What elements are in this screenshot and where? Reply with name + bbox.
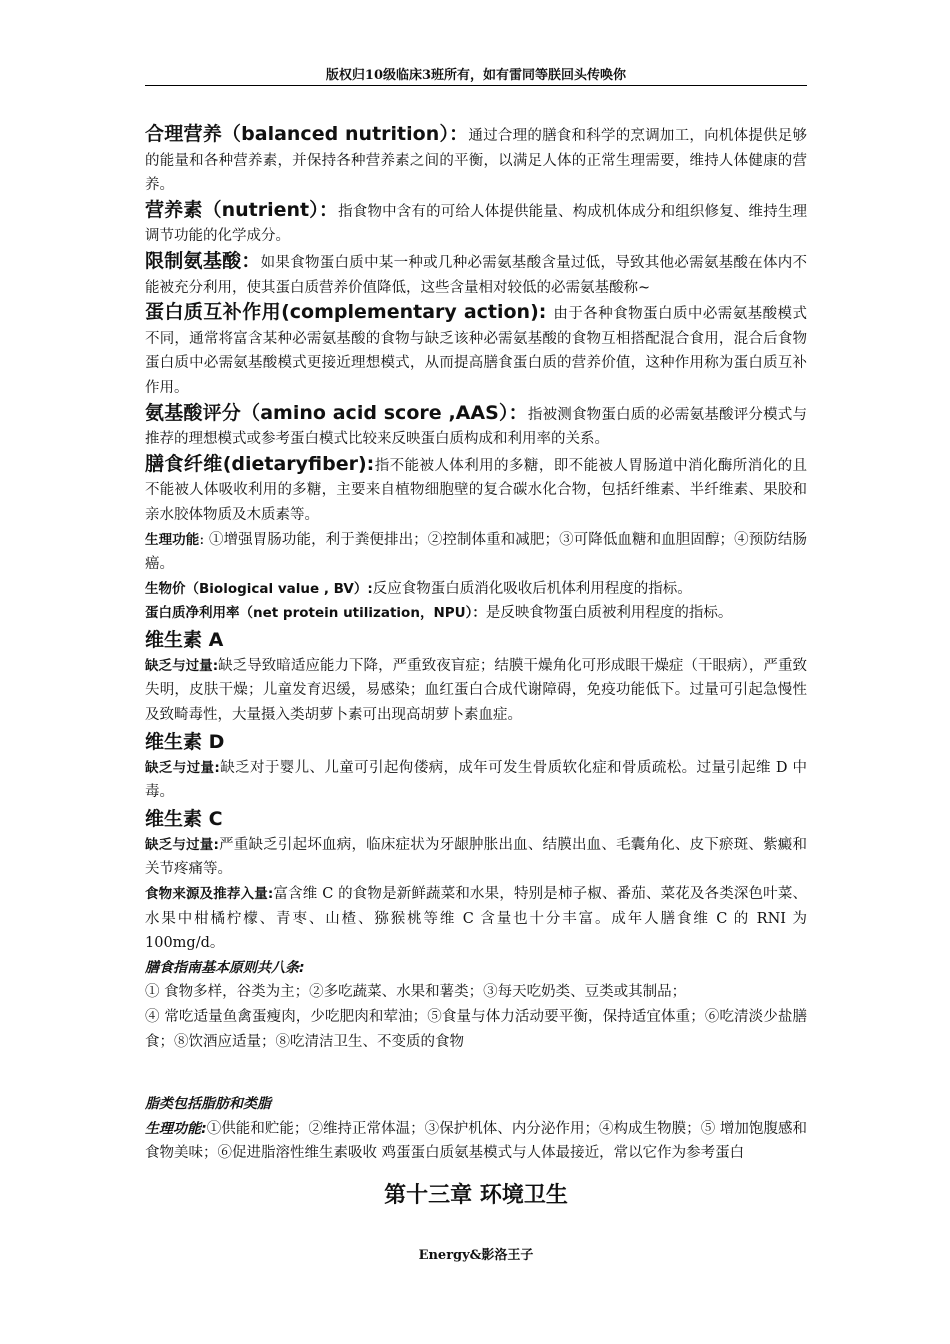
chapter-title: 第十三章 环境卫生 bbox=[384, 1183, 568, 1208]
main-content bbox=[145, 122, 807, 1166]
vitamin-a-label: 缺乏与过量: bbox=[145, 657, 219, 674]
vitamin-c-source-paragraph bbox=[145, 882, 807, 956]
definition-text: 通过合理的膳食和科学的烹调加工，向机体提供足够的能量和各种营养素，并保持各种营养素之间的平衡，以满足人体的正常生理需要，维持人体健康的营养。 bbox=[145, 128, 807, 194]
physiology-text: : ①增强胃肠功能，利于粪便排出；②控制体重和减肥；③可降低血糖和血胆固醇；④预防结肠癌。 bbox=[145, 531, 807, 573]
definition-paragraph bbox=[145, 452, 807, 528]
definition-paragraph bbox=[145, 122, 807, 198]
lipid-label: 生理功能: bbox=[145, 1120, 207, 1137]
lipid-title: 脂类包括脂肪和类脂 bbox=[145, 1096, 271, 1113]
definition-text: 由于各种食物蛋白质中必需氨基酸模式不同，通常将富含某种必需氨基酸的食物与缺乏该种必需氨基酸的食物互相搭配混合食用，混合后食物蛋白质中必需氨基酸模式更接近理想模式，从而提高膳食蛋白质的营养价值，这种作用称为蛋白质互补作用。 bbox=[145, 306, 808, 396]
guideline-line-1: ① 食物多样，谷类为主；②多吃蔬菜、水果和薯类；③每天吃奶类、豆类或其制品； bbox=[145, 984, 687, 1001]
npu-text: 是反映食物蛋白质被利用程度的指标。 bbox=[485, 605, 733, 622]
definition-text: 指不能被人体利用的多糖，即不能被人胃肠道中消化酶所消化的且不能被人体吸收利用的多糖，主要来自植物细胞壁的复合碳水化合物，包括纤维素、半纤维素、果胶和亲水胶体物质及木质素等。 bbox=[145, 457, 807, 523]
npu-paragraph bbox=[145, 601, 807, 626]
definition-term: 膳食纤维(dietaryfiber): bbox=[145, 452, 375, 475]
vitamin-c-heading: 维生素 C bbox=[145, 807, 223, 830]
header-divider bbox=[145, 85, 807, 86]
guideline-title: 膳食指南基本原则共八条: bbox=[145, 959, 305, 976]
definition-paragraph bbox=[145, 300, 807, 400]
vitamin-c-paragraph bbox=[145, 833, 807, 882]
vitamin-c-source-label: 食物来源及推荐入量: bbox=[145, 886, 274, 903]
physiology-label: 生理功能 bbox=[145, 531, 200, 548]
definition-term: 限制氨基酸： bbox=[145, 249, 261, 272]
definition-term: 合理营养（balanced nutrition）： bbox=[145, 123, 469, 145]
bv-label: 生物价（Biological value , BV）: bbox=[145, 580, 373, 597]
definition-paragraph bbox=[145, 198, 807, 249]
definition-text: 如果食物蛋白质中某一种或几种必需氨基酸含量过低，导致其他必需氨基酸在体内不能被充分利用，使其蛋白质营养价值降低，这些含量相对较低的必需氨基酸称~ bbox=[145, 254, 807, 296]
vitamin-c-label: 缺乏与过量: bbox=[145, 836, 219, 853]
spacer bbox=[145, 1054, 807, 1092]
npu-label: 蛋白质净利用率（net protein utilization，NPU）： bbox=[145, 605, 486, 622]
vitamin-d-heading: 维生素 D bbox=[145, 730, 225, 753]
lipid-text: ①供能和贮能；②维持正常体温；③保护机体、内分泌作用；④构成生物膜；⑤ 增加饱腹感和食物美味；⑥促进脂溶性维生素吸收 鸡蛋蛋白质氨基模式与人体最接近，常以它作为参考蛋白 bbox=[145, 1120, 807, 1162]
definition-paragraph bbox=[145, 401, 807, 452]
physiology-paragraph bbox=[145, 528, 807, 577]
page-header: 版权归10级临床3班所有，如有雷同等朕回头传唤你 bbox=[325, 68, 627, 83]
vitamin-a-text: 缺乏导致暗适应能力下降，严重致夜盲症；结膜干燥角化可形成眼干燥症（干眼病），严重致失明，皮肤干燥；儿童发育迟缓，易感染；血红蛋白合成代谢障碍，免疫功能低下。过量可引起急慢性及致畸毒性，大量摄入类胡萝卜素可出现高胡萝卜素血症。 bbox=[145, 657, 807, 724]
definition-term: 蛋白质互补作用(complementary action): bbox=[145, 301, 554, 324]
lipid-paragraph bbox=[145, 1117, 807, 1166]
vitamin-d-text: 缺乏对于婴儿、儿童可引起佝偻病，成年可发生骨质软化症和骨质疏松。过量引起维 D 中毒。 bbox=[145, 759, 808, 801]
definition-paragraph bbox=[145, 249, 807, 300]
vitamin-a-paragraph bbox=[145, 654, 807, 728]
vitamin-c-text: 严重缺乏引起坏血病，临床症状为牙龈肿胀出血、结膜出血、毛囊角化、皮下瘀斑、紫癜和关节疼痛等。 bbox=[145, 836, 808, 878]
bv-paragraph bbox=[145, 577, 807, 602]
definition-text: 指食物中含有的可给人体提供能量、构成机体成分和组织修复、维持生理调节功能的化学成分。 bbox=[145, 203, 808, 245]
vitamin-a-heading: 维生素 A bbox=[145, 628, 224, 651]
vitamin-c-source-text: 富含维 C 的食物是新鲜蔬菜和水果，特别是柿子椒、番茄、菜花及各类深色叶菜、水果中柑橘柠檬、青枣、山楂、猕猴桃等维 C 含量也十分丰富。成年人膳食维 C 的 RNI 为 100mg/d。 bbox=[145, 886, 807, 952]
definition-term: 营养素（nutrient）： bbox=[145, 198, 339, 221]
bv-text: 反应食物蛋白质消化吸收后机体利用程度的指标。 bbox=[372, 580, 692, 597]
vitamin-d-paragraph bbox=[145, 756, 807, 805]
guideline-line-2: ④ 常吃适量鱼禽蛋瘦肉，少吃肥肉和荤油；⑤食量与体力活动要平衡，保持适宜体重；⑥吃清淡少盐膳食；⑧饮酒应适量；⑧吃清洁卫生、不变质的食物 bbox=[145, 1009, 807, 1050]
definition-term: 氨基酸评分（amino acid score ,AAS）： bbox=[145, 401, 528, 424]
definition-text: 指被测食物蛋白质的必需氨基酸评分模式与推荐的理想模式或参考蛋白模式比较来反映蛋白质构成和利用率的关系。 bbox=[145, 406, 808, 448]
page-footer: Energy&影洛王子 bbox=[418, 1248, 534, 1263]
vitamin-d-label: 缺乏与过量: bbox=[145, 759, 220, 776]
